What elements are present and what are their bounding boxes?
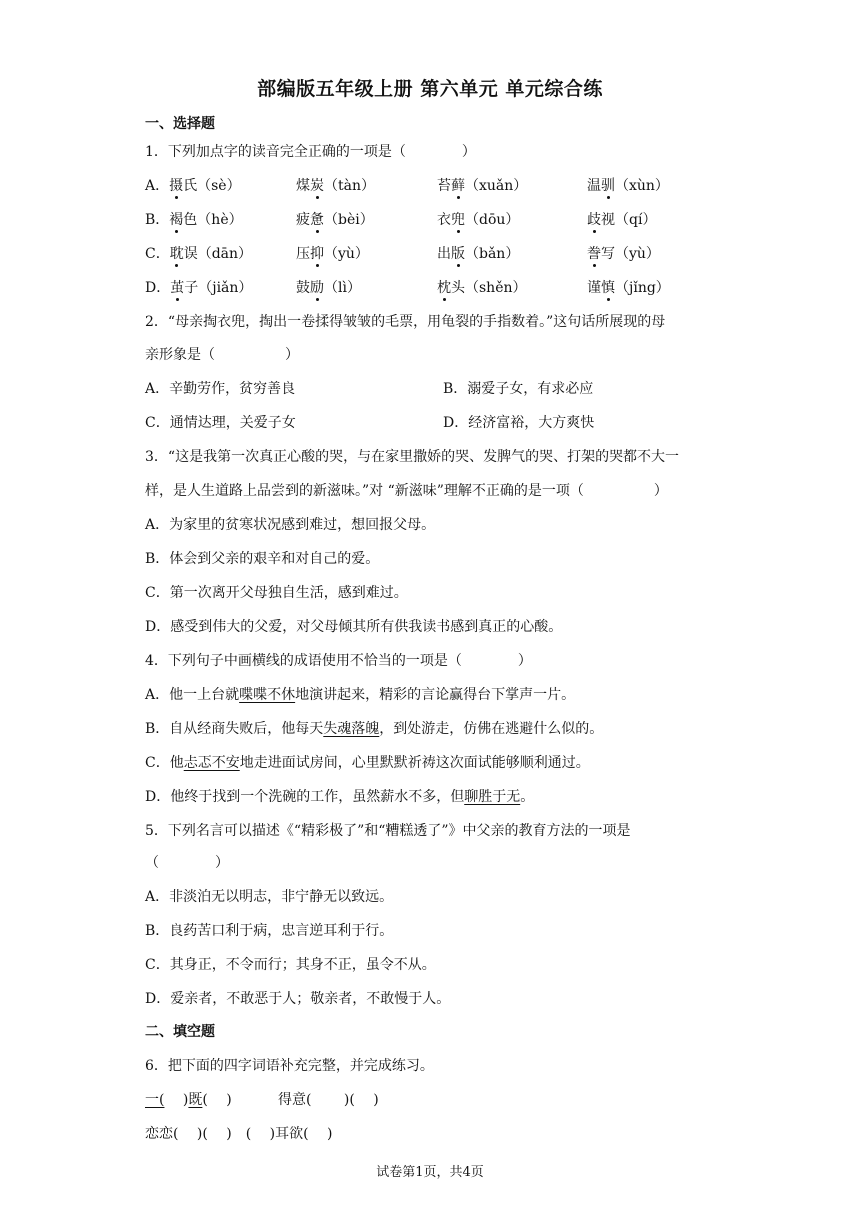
dotted-character: 抑 [310,246,324,262]
question-2-option-a: A．辛勤劳作，贫穷善良 [145,381,296,397]
dotted-character: 褐 [169,212,184,228]
dotted-character: 藓 [451,178,465,194]
dotted-character: 歧 [587,212,601,228]
option-text: （xuǎn） [465,178,528,194]
option-text: 鼓 [296,280,310,296]
option-text: （jǐng） [615,280,670,296]
question-1-option-item [587,277,670,297]
question-6-stem: 6．把下面的四字词语补充完整，并完成练习。 [145,1058,434,1074]
question-3-line-2: 样，是人生道路上品尝到的新滋味。”对 “新滋味”理解不正确的是一项（ ） [145,483,668,499]
option-text: 温 [587,178,601,194]
question-3-option-a: A．为家里的贫寒状况感到难过，想回报父母。 [145,517,436,533]
question-5-option-a: A．非淡泊无以明志，非宁静无以致远。 [145,889,394,905]
question-1-option-item [437,243,519,263]
option-text: 氏（sè） [183,178,241,194]
question-6-blank-1 [145,1089,232,1109]
dotted-character: 惫 [310,212,324,228]
option-text: C．他 [145,755,184,771]
option-text: 写（yù） [601,246,660,262]
underlined-idiom: 聊胜于无 [464,789,521,805]
option-text: 疲 [296,212,310,228]
question-4-option-c [145,752,590,772]
dotted-character: 炭 [310,178,324,194]
option-text: （tàn） [324,178,375,194]
option-text: 压 [296,246,310,262]
section-heading-choice: 一、选择题 [145,116,215,132]
option-text: （yù） [324,246,369,262]
question-1-option-item [587,175,669,195]
dotted-character: 励 [310,280,324,296]
option-label: D． [145,280,171,296]
question-1-option-item [145,209,243,229]
dotted-character: 摄 [169,178,184,194]
dotted-character: 茧 [170,280,185,296]
dotted-character: 驯 [601,178,615,194]
question-1-option-item [145,243,252,263]
underlined-char: 既 [188,1092,203,1108]
question-2-line-1: 2．“母亲掏衣兜，掏出一卷揉得皱皱的毛票，用龟裂的手指数着。”这句话所展现的母 [145,314,666,330]
option-text: 地演讲起来，精彩的言论赢得台下掌声一片。 [295,687,576,703]
option-text: 误（dān） [183,246,253,262]
underlined-idiom: 忐忑不安 [183,755,240,771]
question-1-option-item [437,209,519,229]
question-1-option-item [145,277,252,297]
option-text: ，到处游走，仿佛在逃避什么似的。 [379,721,604,737]
dotted-character: 兜 [451,212,465,228]
question-1-option-item [587,209,656,229]
question-4-option-b [145,718,603,738]
option-text: 苔 [437,178,451,194]
question-1-option-item [296,209,374,229]
question-6-blank-2: 得意( )( ) [278,1092,379,1108]
dotted-character: 耽 [169,246,184,262]
question-2-option-b: B．溺爱子女，有求必应 [443,381,594,397]
question-1-option-item [145,175,241,195]
question-1-stem: 1．下列加点字的读音完全正确的一项是（ ） [145,144,476,160]
option-text: A．他一上台就 [145,687,240,703]
question-5-option-c: C．其身正，不令而行；其身不正，虽令不从。 [145,957,436,973]
option-text: 谨 [587,280,601,296]
question-5-line-1: 5．下列名言可以描述《“精彩极了”和“糟糕透了”》中父亲的教育方法的一项是 [145,823,631,839]
option-text: 煤 [296,178,310,194]
option-text: 出 [437,246,451,262]
question-2-option-c: C．通情达理，关爱子女 [145,415,296,431]
question-6-blank-row-2: 恋恋( )( ) ( )耳欲( ) [145,1126,333,1142]
option-text: 衣 [437,212,451,228]
question-2-option-d: D．经济富裕，大方爽快 [443,415,595,431]
option-label: C． [145,246,170,262]
question-4-option-a [145,684,575,704]
option-text: （lì） [324,280,361,296]
question-3-option-c: C．第一次离开父母独自生活，感到难过。 [145,585,408,601]
option-text: D．他终于找到一个洗碗的工作，虽然薪水不多，但 [145,789,465,805]
option-text: 。 [520,789,535,805]
underlined-char: 一( [145,1092,165,1108]
option-label: A． [145,178,170,194]
question-2-line-2: 亲形象是（ ） [145,347,299,363]
page-footer: 试卷第1页，共4页 [376,1165,484,1180]
dotted-character: 版 [451,246,465,262]
question-1-option-item [437,277,527,297]
dotted-character: 枕 [437,280,451,296]
question-5-option-b: B．良药苦口利于病，忠言逆耳利于行。 [145,923,394,939]
question-4-option-d [145,786,534,806]
section-heading-fill: 二、填空题 [145,1024,215,1040]
question-1-option-item [296,243,369,263]
underlined-idiom: 失魂落魄 [323,721,380,737]
option-text: 头（shěn） [451,280,527,296]
option-text: 色（hè） [183,212,243,228]
option-text: 地走进面试房间，心里默默祈祷这次面试能够顺利通过。 [239,755,590,771]
question-3-option-b: B．体会到父亲的艰辛和对自己的爱。 [145,551,380,567]
blank-text: ( ) [202,1092,232,1108]
option-text: 子（jiǎn） [184,280,253,296]
option-text: B．自从经商失败后，他每天 [145,721,324,737]
question-1-option-item [296,277,361,297]
question-1-option-item [296,175,375,195]
question-3-line-1: 3．“这是我第一次真正心酸的哭，与在家里撒娇的哭、发脾气的哭、打架的哭都不大一 [145,449,680,465]
page-title: 部编版五年级上册 第六单元 单元综合练 [257,78,603,100]
question-1-option-item [587,243,660,263]
option-text: （xùn） [615,178,669,194]
option-text: （bèi） [324,212,374,228]
option-text: （bǎn） [465,246,520,262]
blank-text: ) [164,1092,189,1108]
dotted-character: 誊 [587,246,601,262]
option-text: 视（qí） [601,212,657,228]
underlined-idiom: 喋喋不休 [239,687,296,703]
question-5-line-2: （ ） [145,855,229,871]
question-1-option-item [437,175,527,195]
question-4-stem: 4．下列句子中画横线的成语使用不恰当的一项是（ ） [145,653,532,669]
question-5-option-d: D．爱亲者，不敢恶于人；敬亲者，不敢慢于人。 [145,991,451,1007]
dotted-character: 慎 [601,280,615,296]
option-text: （dōu） [465,212,520,228]
option-label: B． [145,212,170,228]
question-3-option-d: D．感受到伟大的父爱，对父母倾其所有供我读书感到真正的心酸。 [145,619,563,635]
